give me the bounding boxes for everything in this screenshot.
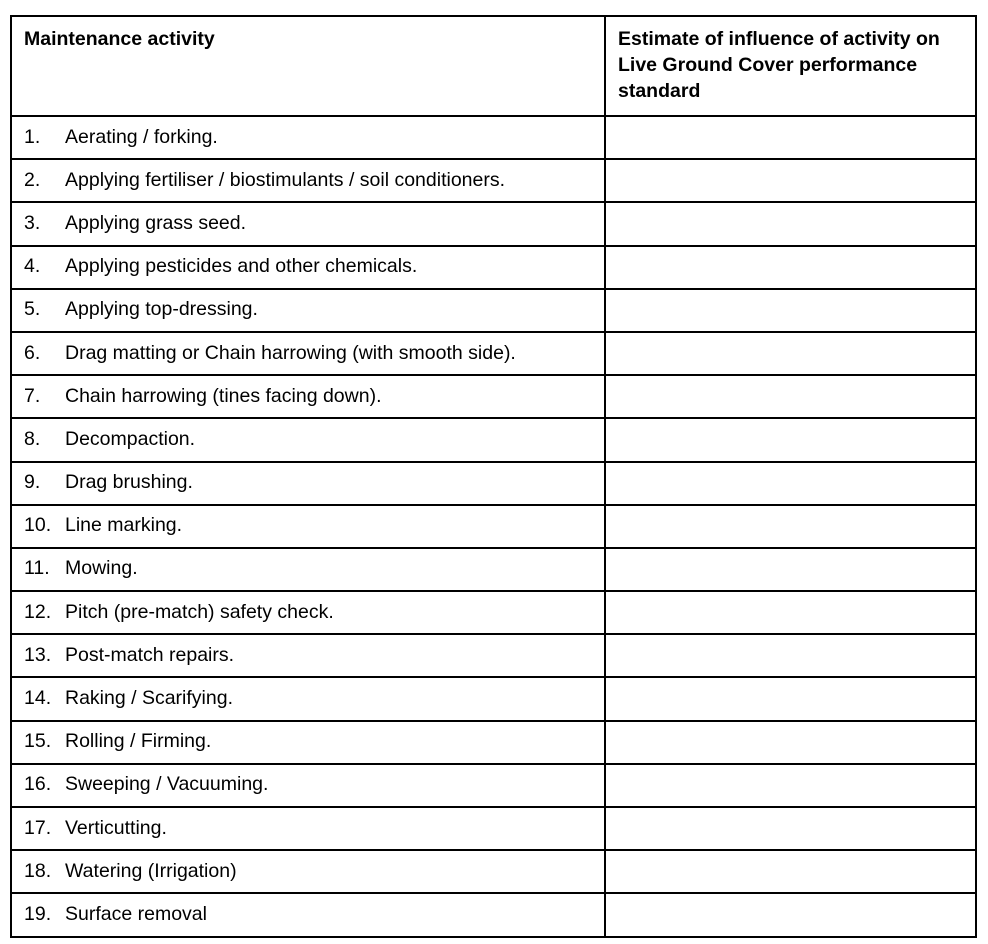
activity-label: Sweeping / Vacuuming.	[65, 773, 269, 796]
table-row	[11, 332, 976, 375]
activity-line	[12, 160, 604, 199]
activity-line	[12, 722, 604, 761]
estimate-cell[interactable]	[605, 202, 976, 245]
table-row	[11, 893, 976, 936]
activity-cell	[11, 591, 605, 634]
activity-line	[12, 333, 604, 372]
activity-label: Decompaction.	[65, 427, 196, 450]
activity-cell	[11, 677, 605, 720]
estimate-cell[interactable]	[605, 721, 976, 764]
activity-label: Aerating / forking.	[65, 125, 218, 148]
activity-number: 9.	[24, 471, 41, 494]
activity-number: 2.	[24, 168, 41, 191]
activity-label: Raking / Scarifying.	[65, 687, 233, 710]
activity-label: Drag matting or Chain harrowing (with smooth side).	[65, 341, 516, 364]
activity-cell	[11, 289, 605, 332]
estimate-cell[interactable]	[605, 893, 976, 936]
table-row	[11, 116, 976, 159]
column-header-estimate-line-2: Live Ground Cover performance	[618, 54, 918, 76]
activity-cell	[11, 418, 605, 461]
estimate-cell[interactable]	[605, 850, 976, 893]
activity-line	[12, 635, 604, 674]
activity-label: Applying pesticides and other chemicals.	[65, 255, 418, 278]
activity-number: 19.	[24, 902, 52, 925]
activity-label: Surface removal	[65, 902, 207, 925]
activity-line	[12, 506, 604, 545]
table-row	[11, 505, 976, 548]
activity-line	[12, 808, 604, 847]
estimate-cell[interactable]	[605, 677, 976, 720]
activity-cell	[11, 893, 605, 936]
estimate-cell[interactable]	[605, 116, 976, 159]
activity-line	[12, 419, 604, 458]
table-row	[11, 721, 976, 764]
column-header-activity	[11, 16, 605, 116]
activity-cell	[11, 764, 605, 807]
table-header	[11, 16, 976, 116]
activity-number: 11.	[24, 557, 50, 580]
activity-line	[12, 463, 604, 502]
activity-cell	[11, 246, 605, 289]
activity-line	[12, 549, 604, 588]
table-row	[11, 677, 976, 720]
table-container	[10, 15, 975, 938]
estimate-cell[interactable]	[605, 548, 976, 591]
activity-label: Watering (Irrigation)	[65, 859, 237, 882]
activity-line	[12, 851, 604, 890]
estimate-cell[interactable]	[605, 462, 976, 505]
activity-number: 18.	[24, 859, 52, 882]
activity-label: Pitch (pre-match) safety check.	[65, 600, 334, 623]
estimate-cell[interactable]	[605, 591, 976, 634]
table-row	[11, 289, 976, 332]
column-header-estimate	[605, 16, 976, 116]
column-header-activity-line-1: Maintenance activity	[24, 28, 215, 50]
activity-cell	[11, 807, 605, 850]
activity-cell	[11, 721, 605, 764]
activity-label: Rolling / Firming.	[65, 730, 212, 753]
activity-number: 17.	[24, 816, 52, 839]
table-row	[11, 764, 976, 807]
activity-line	[12, 376, 604, 415]
activity-label: Verticutting.	[65, 816, 167, 839]
table-row	[11, 462, 976, 505]
activity-cell	[11, 116, 605, 159]
activity-cell	[11, 159, 605, 202]
activity-number: 6.	[24, 341, 41, 364]
activity-label: Applying top-dressing.	[65, 298, 258, 321]
activity-number: 4.	[24, 255, 41, 278]
activity-line	[12, 678, 604, 717]
activity-label: Post-match repairs.	[65, 643, 235, 666]
activity-number: 7.	[24, 384, 41, 407]
activity-number: 10.	[24, 514, 52, 537]
table-row	[11, 807, 976, 850]
activity-cell	[11, 462, 605, 505]
estimate-cell[interactable]	[605, 375, 976, 418]
activity-cell	[11, 850, 605, 893]
activity-line	[12, 592, 604, 631]
table-row	[11, 246, 976, 289]
column-header-estimate-line-3: standard	[618, 80, 701, 102]
column-header-estimate-line-1: Estimate of influence of activity on	[618, 28, 940, 50]
table-body	[11, 116, 976, 937]
activity-number: 5.	[24, 298, 41, 321]
table-row	[11, 850, 976, 893]
activity-line	[12, 894, 604, 933]
activity-number: 1.	[24, 125, 41, 148]
table-row	[11, 548, 976, 591]
activity-label: Applying fertiliser / biostimulants / soil conditioners.	[65, 168, 506, 191]
activity-cell	[11, 202, 605, 245]
estimate-cell[interactable]	[605, 289, 976, 332]
activity-label: Mowing.	[65, 557, 138, 580]
activity-line	[12, 290, 604, 329]
table-header-row	[11, 16, 976, 116]
activity-number: 12.	[24, 600, 52, 623]
activity-label: Drag brushing.	[65, 471, 193, 494]
activity-label: Line marking.	[65, 514, 183, 537]
activity-number: 8.	[24, 427, 41, 450]
activity-number: 16.	[24, 773, 52, 796]
table-row	[11, 375, 976, 418]
table-row	[11, 591, 976, 634]
table-row	[11, 634, 976, 677]
activity-cell	[11, 505, 605, 548]
activity-label: Chain harrowing (tines facing down).	[65, 384, 382, 407]
activity-line	[12, 765, 604, 804]
table-row	[11, 418, 976, 461]
maintenance-activity-table	[10, 15, 977, 938]
activity-cell	[11, 634, 605, 677]
activity-cell	[11, 332, 605, 375]
estimate-cell[interactable]	[605, 634, 976, 677]
activity-cell	[11, 548, 605, 591]
activity-number: 3.	[24, 211, 41, 234]
activity-line	[12, 203, 604, 242]
activity-label: Applying grass seed.	[65, 211, 247, 234]
activity-number: 14.	[24, 687, 52, 710]
estimate-cell[interactable]	[605, 332, 976, 375]
table-row	[11, 202, 976, 245]
estimate-cell[interactable]	[605, 764, 976, 807]
estimate-cell[interactable]	[605, 418, 976, 461]
estimate-cell[interactable]	[605, 807, 976, 850]
estimate-cell[interactable]	[605, 159, 976, 202]
activity-number: 13.	[24, 643, 52, 666]
activity-line	[12, 247, 604, 286]
estimate-cell[interactable]	[605, 505, 976, 548]
estimate-cell[interactable]	[605, 246, 976, 289]
activity-number: 15.	[24, 730, 52, 753]
activity-line	[12, 117, 604, 156]
activity-cell	[11, 375, 605, 418]
table-row	[11, 159, 976, 202]
